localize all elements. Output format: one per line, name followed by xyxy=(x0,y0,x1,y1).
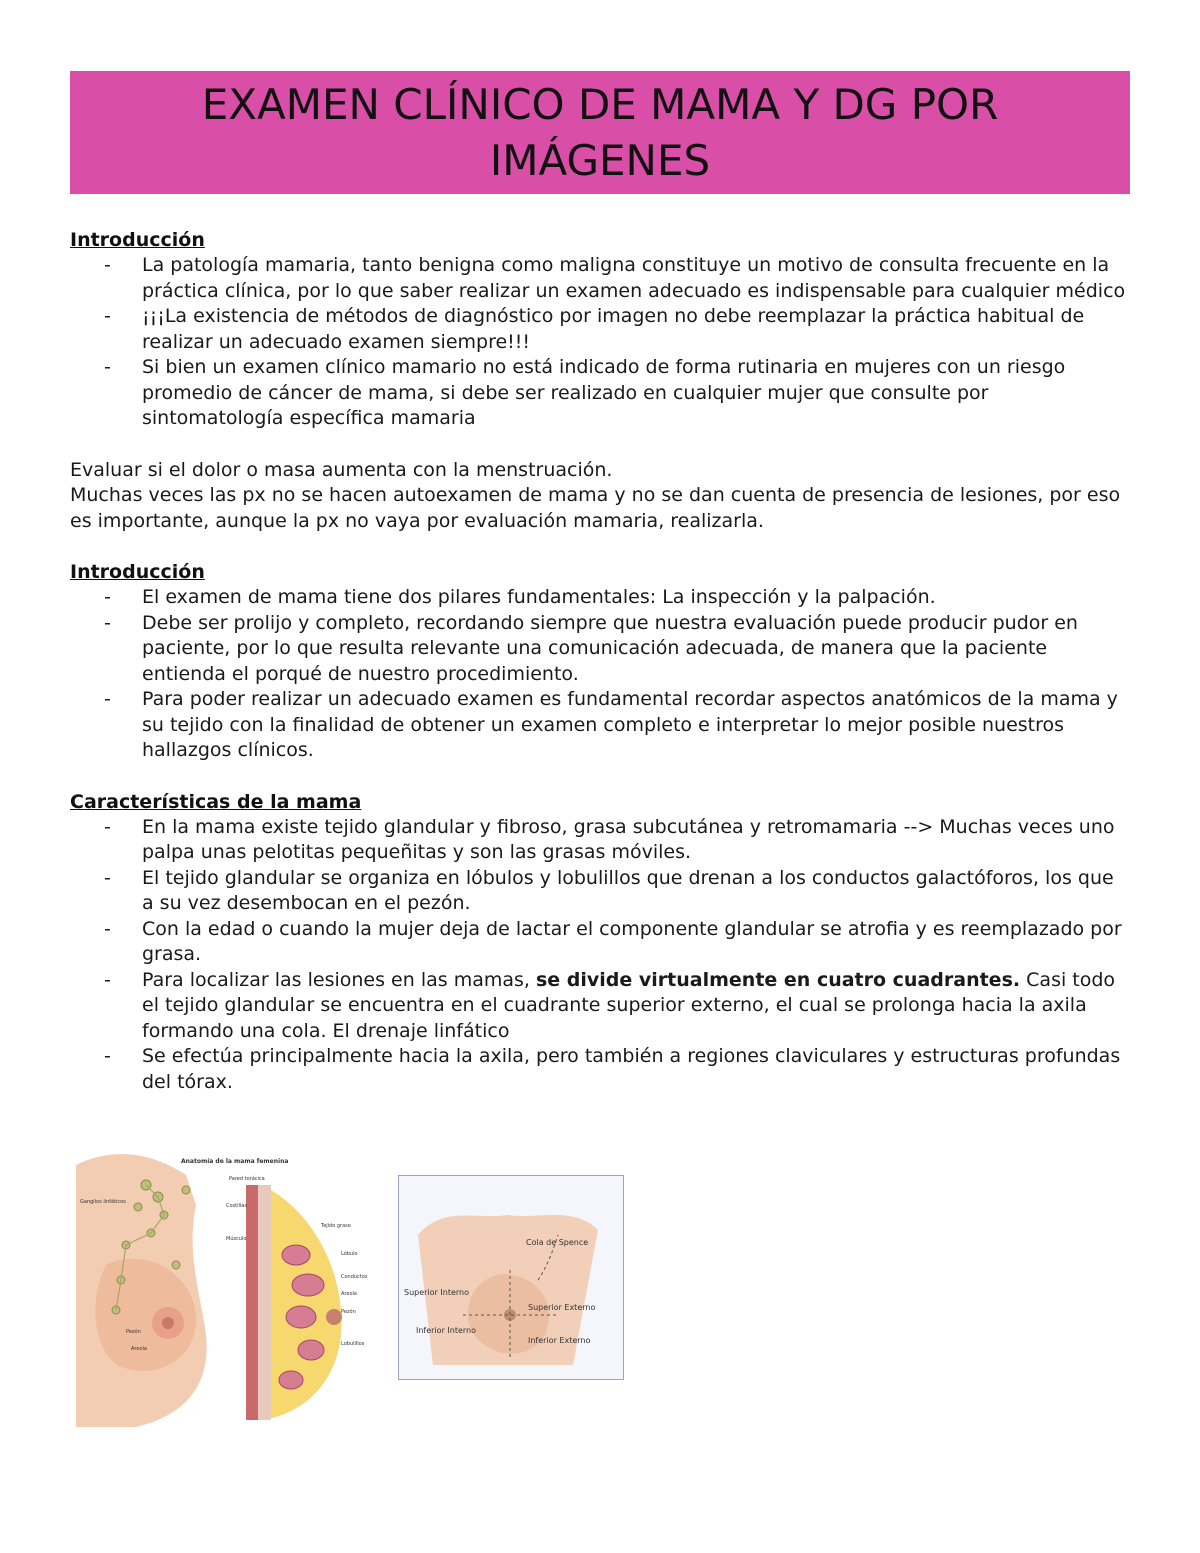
figures-row xyxy=(76,1145,596,1430)
list-item-text: Para localizar las lesiones en las mamas, xyxy=(142,968,530,991)
figure-title: Anatomía de la mama femenina xyxy=(181,1158,289,1165)
figure-label: Músculo xyxy=(226,1236,247,1242)
list-item: - La patología mamaria, tanto benigna como maligna constituye un motivo de consulta frecuente en la práctica clínica, por lo que saber realizar un examen adecuado es indispensable para cualquier médico xyxy=(70,253,1130,304)
figure-label: Lóbulo xyxy=(341,1251,358,1257)
list-item: - ¡¡¡La existencia de métodos de diagnóstico por imagen no debe reemplazar la práctica habitual de realizar un adecuado examen siempre!!! xyxy=(70,304,1130,355)
bullet-list xyxy=(70,815,1130,1096)
section-heading: Introducción xyxy=(70,229,205,251)
bold-phrase: se divide virtualmente en cuatro cuadrantes. xyxy=(535,968,1021,991)
list-item: - Si bien un examen clínico mamario no está indicado de forma rutinaria en mujeres con un riesgo promedio de cáncer de mama, si debe ser realizado en cualquier mujer que consulte por sintomatología específica mamaria xyxy=(70,355,1130,432)
figure-label: Areola xyxy=(341,1291,357,1297)
title-banner xyxy=(70,71,1130,194)
section-heading: Introducción xyxy=(70,561,205,583)
breast-quadrants-figure xyxy=(398,1175,624,1380)
notes-paragraphs xyxy=(70,458,1130,535)
figure-label: Superior Interno xyxy=(404,1288,469,1297)
section-caracteristicas xyxy=(70,790,1130,1096)
figure-label: Ganglios linfáticos xyxy=(80,1199,126,1205)
list-item-text: Casi todo el tejido glandular se encuentra en el cuadrante superior externo, el cual se prolonga hacia la axila formando una cola. El drenaje linfático xyxy=(142,968,1116,1042)
figure-label: Lobulillos xyxy=(341,1341,365,1347)
figure-label: Pezón xyxy=(341,1309,356,1315)
list-item: - El tejido glandular se organiza en lóbulos y lobulillos que drenan a los conductos galactóforos, los que a su vez desembocan en el pezón. xyxy=(70,866,1130,917)
list-item: - Para poder realizar un adecuado examen es fundamental recordar aspectos anatómicos de la mama y su tejido con la finalidad de obtener un examen completo e interpretar lo mejor posible nuestros hallazgos clínicos. xyxy=(70,687,1130,764)
bullet-list xyxy=(70,585,1130,764)
figure-label: Cola de Spence xyxy=(526,1238,589,1247)
figure-label: Tejido graso xyxy=(321,1223,351,1229)
section-heading: Características de la mama xyxy=(70,790,362,813)
section-introduccion-2 xyxy=(70,560,1130,764)
figure-label: Areola xyxy=(131,1346,147,1352)
paragraph: Evaluar si el dolor o masa aumenta con la menstruación. xyxy=(70,458,613,481)
list-item: - El examen de mama tiene dos pilares fundamentales: La inspección y la palpación. xyxy=(70,585,1130,611)
list-item: - Se efectúa principalmente hacia la axila, pero también a regiones claviculares y estructuras profundas del tórax. xyxy=(70,1044,1130,1095)
figure-label: Conductos xyxy=(341,1274,368,1280)
figure-label: Inferior Interno xyxy=(416,1326,477,1335)
figure-label: Pared torácica xyxy=(229,1176,265,1182)
section-introduccion-1 xyxy=(70,228,1130,432)
bullet-list xyxy=(70,253,1130,432)
figure-label: Costillas xyxy=(226,1203,247,1209)
list-item-cuadrantes xyxy=(70,968,1130,1045)
list-item: - Debe ser prolijo y completo, recordando siempre que nuestra evaluación puede producir pudor en paciente, por lo que resulta relevante una comunicación adecuada, de manera que la paciente entienda el porqué de nuestro procedimiento. xyxy=(70,611,1130,688)
list-item: - En la mama existe tejido glandular y fibroso, grasa subcutánea y retromamaria --> Muchas veces uno palpa unas pelotitas pequeñitas y son las grasas móviles. xyxy=(70,815,1130,866)
figure-label: Superior Externo xyxy=(528,1303,596,1312)
document-page xyxy=(70,71,1130,1095)
figure-label: Pezón xyxy=(126,1329,141,1335)
list-item: - Con la edad o cuando la mujer deja de lactar el componente glandular se atrofia y es reemplazado por grasa. xyxy=(70,917,1130,968)
figure-label: Inferior Externo xyxy=(528,1336,591,1345)
page-title: EXAMEN CLÍNICO DE MAMA Y DG POR IMÁGENES xyxy=(201,79,999,185)
paragraph: Muchas veces las px no se hacen autoexamen de mama y no se dan cuenta de presencia de lesiones, por eso es importante, aunque la px no vaya por evaluación mamaria, realizarla. xyxy=(70,484,1121,532)
